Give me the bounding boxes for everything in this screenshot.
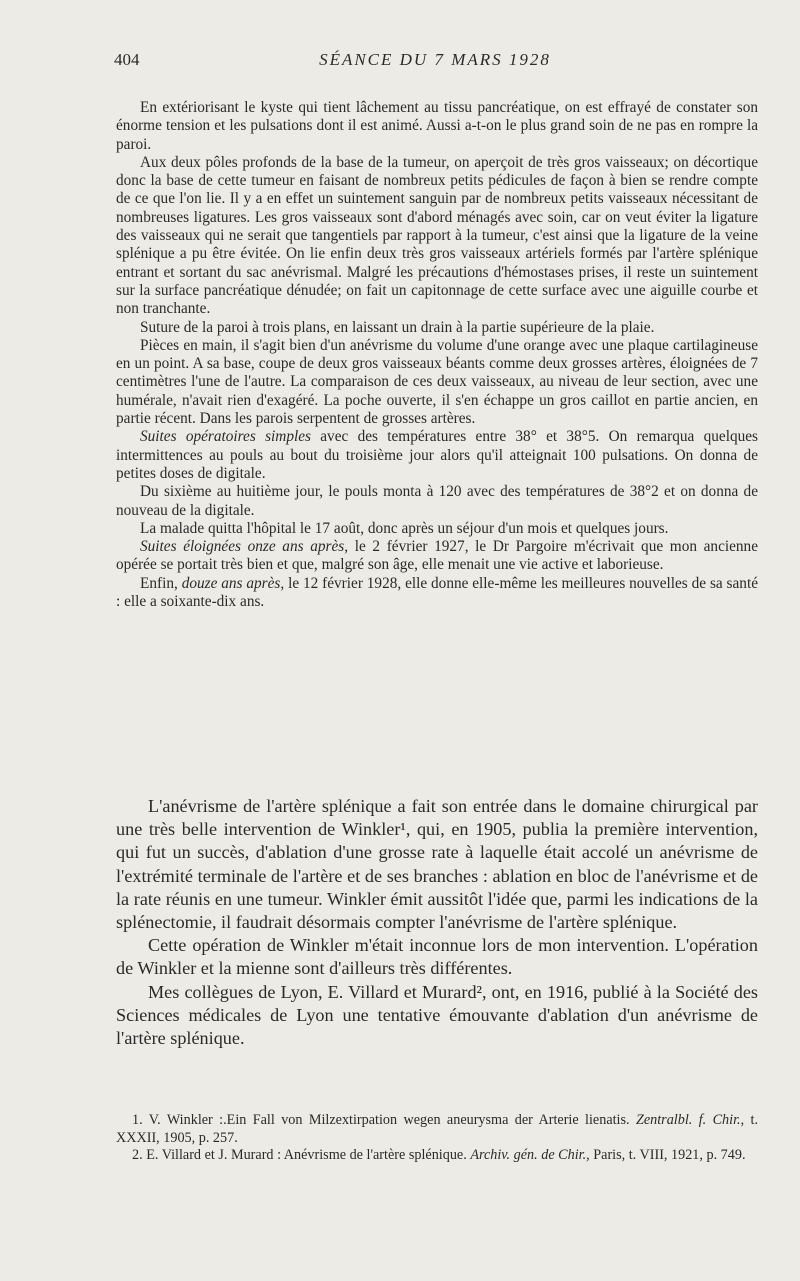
italic-phrase: Suites éloignées onze ans après [140,538,345,556]
journal-title: Archiv. gén. de Chir. [470,1147,587,1164]
footnotes [116,1112,758,1165]
paragraph: Du sixième au huitième jour, le pouls monta à 120 avec des températures de 38°2 et on donna de nouveau de la digitale. [116,483,758,519]
paragraph: L'anévrisme de l'artère splénique a fait son entrée dans le domaine chirurgical par une très belle intervention de Winkler¹, qui, en 1905, publia la première intervention, qui fut un succès, d'ablation d'une grosse rate à laquelle était accolé un anévrisme de l'extrémité terminale de l'artère et de ses branches : ablation en bloc de l'anévrisme et de la rate réunis en une tumeur. Winkler émit aussitôt l'idée que, parmi les indications de la splénectomie, il faudrait désormais compter l'anévrisme de l'artère splénique. [116,796,758,933]
paragraph: Cette opération de Winkler m'était inconnue lors de mon intervention. L'opération de Winkler et la mienne sont d'ailleurs très différentes. [116,935,758,979]
paragraph [116,575,758,612]
footnote-text: , t. XXXII, 1905, p. 257. [116,1112,759,1146]
case-report-text [116,99,758,611]
footnote-text: 2. E. Villard et J. Murard : Anévrisme de l'artère splénique. [132,1147,471,1164]
discussion-text [116,795,758,1050]
paragraph: La malade quitta l'hôpital le 17 août, donc après un séjour d'un mois et quelques jours. [140,519,669,537]
footnote-text: 1. V. Winkler :.Ein Fall von Milzextirpation wegen aneurysma der Arterie lienatis. [132,1112,636,1128]
footnote [116,1147,758,1165]
paragraph: Mes collègues de Lyon, E. Villard et Murard², ont, en 1916, publié à la Société des Sciences médicales de Lyon une tentative émouvante d'ablation d'un anévrisme de l'artère splénique. [116,981,758,1049]
paragraph: En extériorisant le kyste qui tient lâchement au tissu pancréatique, on est effrayé de constater son énorme tension et les pulsations dont il est animé. Aussi a-t-on le plus grand soin de ne pas en rompre la paroi. [116,99,758,153]
paragraph-text: , le 12 février 1928, elle donne elle-même les meilleures nouvelles de sa santé : elle a soixante-dix ans. [116,574,758,611]
paragraph [116,428,758,483]
footnote-text: , Paris, t. VIII, 1921, p. 749. [586,1147,746,1164]
paragraph-text: avec des températures entre 38° et 38°5. On remarqua quelques intermittences au pouls au bout du troisième jour alors qu'il atteignait 100 pulsations. On donna de petites doses de digitale. [116,428,758,482]
footnote [116,1112,758,1147]
paragraph: Aux deux pôles profonds de la base de la tumeur, on aperçoit de très gros vaisseaux; on décortique donc la base de cette tumeur en faisant de nombreux petits pédicules de façon à bien se rendre compte de ce que l'on lie. Il y a en effet un suintement sanguin par de nombreux petits vaisseaux nécessitant de nombreuses ligatures. Les gros vaisseaux sont d'abord ménagés avec soin, car on veut éviter la ligature des vaisseaux qui ne serait que tangentiels par rapport à la tumeur, c'est ainsi que la ligature de la veine splénique a pu être évitée. On lie enfin deux très gros vaisseaux artériels formés par l'artère splénique entrant et sortant du sac anévrismal. Malgré les précautions d'hémostases prises, il reste un suintement sur la surface pancréatique dénudée; on fait un capitonnage de cette surface avec une aiguille courbe et non tranchante. [116,153,758,318]
italic-phrase: douze ans après [181,574,281,592]
paragraph: Pièces en main, il s'agit bien d'un anévrisme du volume d'une orange avec une plaque cartilagineuse en un point. A sa base, coupe de deux gros vaisseaux béants comme deux grosses artères, éloignées de 7 centimètres l'une de l'autre. La comparaison de ces deux vaisseaux, au niveau de leur section, avec une humérale, n'avait rien d'exagéré. La poche ouverte, il s'en échappe un gros caillot en partie ancien, en partie récent. Dans les parois serpentent de grosses artères. [116,336,758,428]
running-title: SÉANCE DU 7 MARS 1928 [319,50,551,69]
paragraph [116,538,758,575]
page-header [114,50,756,76]
journal-title: Zentralbl. f. Chir. [635,1112,741,1128]
paragraph-text: , le 2 février 1927, le Dr Pargoire m'écrivait que mon ancienne opérée se portait très bien et que, malgré son âge, elle menait une vie active et laborieuse. [116,538,758,574]
italic-phrase: Suites opératoires simples [140,428,311,446]
paragraph: Suture de la paroi à trois plans, en laissant un drain à la partie supérieure de la plaie. [140,318,655,336]
paragraph-text: Enfin, [140,574,182,592]
page-number: 404 [114,50,140,69]
